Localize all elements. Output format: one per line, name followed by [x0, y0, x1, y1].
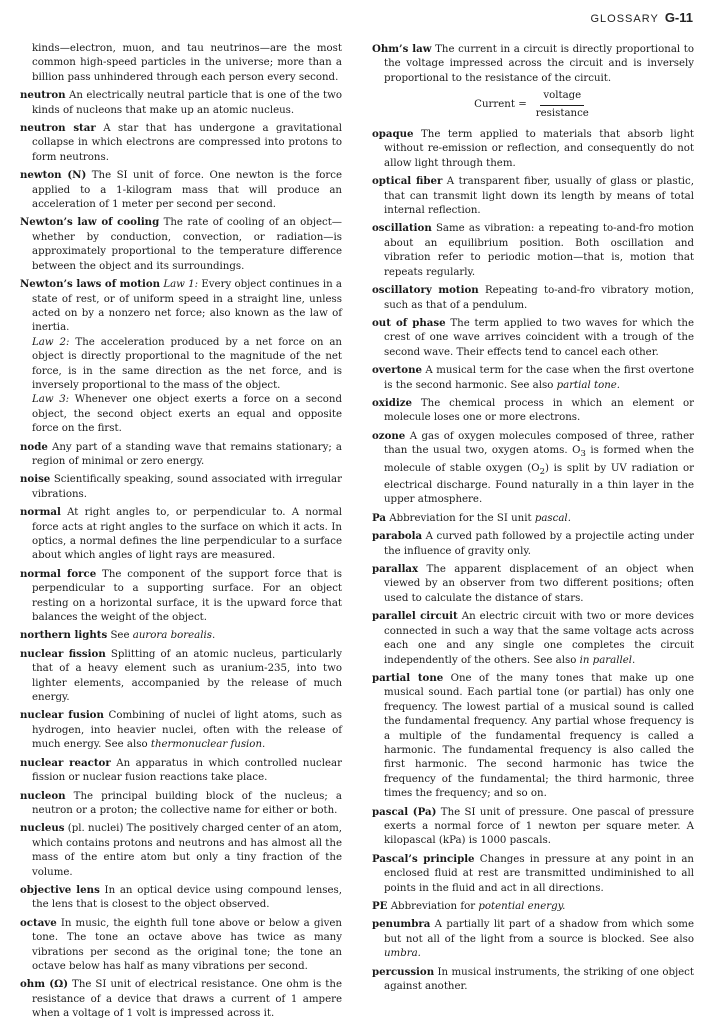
glossary-entry-parabola: [372, 529, 694, 559]
glossary-entry-node: [20, 440, 342, 470]
glossary-entry-neutron-star: [20, 121, 342, 165]
glossary-entry-opaque: [372, 127, 694, 171]
entry-term: Newton’s law of cooling: [20, 216, 160, 229]
entry-definition: In an optical device using compound lenses, the lens that is closest to the object observed.: [32, 884, 342, 911]
header-label: GLOSSARY: [590, 13, 659, 25]
glossary-entry-optical-fiber: [372, 174, 694, 218]
glossary-entry-pa: [372, 511, 694, 526]
entry-term: Newton’s laws of motion: [20, 278, 161, 291]
formula-lhs: Current =: [474, 98, 527, 110]
entry-term: nucleus: [20, 822, 65, 835]
entry-term: parabola: [372, 530, 423, 543]
cross-reference: potential energy.: [478, 901, 566, 912]
running-header: [590, 10, 693, 25]
entry-definition: At right angles to, or perpendicular to. A normal force acts at right angles to the surface on which it acts. In optics, a normal defines the line perpendicular to a surface about which angles of light rays are measured.: [32, 507, 342, 562]
glossary-entry-ohm: [20, 977, 342, 1021]
entry-definition: The SI unit of pressure. One pascal of pressure exerts a normal force of 1 newton per square meter. A kilopascal (kPa) is 1000 pascals.: [384, 806, 695, 847]
law-1-text: Every object continues in a state of rest, or of uniform speed in a straight line, unless acted on by a nonzero net force; also known as the law of inertia.: [32, 279, 342, 334]
entry-definition: An apparatus in which controlled nuclear fission or nuclear fusion reactions take place.: [32, 757, 342, 784]
entry-term: nuclear fission: [20, 647, 106, 660]
entry-term: noise: [20, 473, 51, 486]
entry-definition: A curved path followed by a projectile acting under the influence of gravity only.: [384, 531, 694, 557]
entry-term: newton (N): [20, 169, 87, 182]
ohms-law-formula: [372, 89, 694, 121]
entry-term: neutron: [20, 89, 66, 102]
entry-definition: See: [110, 630, 130, 642]
formula-denominator: resistance: [535, 107, 589, 119]
entry-definition: Changes in pressure at any point in an enclosed fluid at rest are transmitted undiminished to all points in the fluid and act in all directions.: [384, 853, 694, 894]
glossary-entry-normal-force: [20, 567, 342, 626]
glossary-entry-parallel-circuit: [372, 609, 694, 668]
entry-definition: The chemical process in which an element or molecule loses one or more electrons.: [384, 397, 694, 424]
entry-definition: The SI unit of electrical resistance. One ohm is the resistance of a device that draws a current of 1 ampere when a voltage of 1 volt is impressed across it.: [32, 979, 342, 1020]
entry-term: oscillation: [372, 222, 432, 235]
glossary-entry-nuclear-fusion: [20, 708, 342, 752]
entry-definition: Repeating to-and-fro vibratory motion, such as that of a pendulum.: [384, 285, 694, 311]
entry-term: pascal (Pa): [372, 805, 437, 818]
law-1-label: Law 1:: [163, 279, 199, 291]
entry-term: penumbra: [372, 918, 431, 931]
glossary-entry-pe: [372, 899, 694, 914]
entry-term: percussion: [372, 965, 435, 978]
law-2: [32, 336, 342, 394]
law-3-label: Law 3:: [32, 394, 70, 406]
right-column: [372, 42, 694, 997]
entry-definition: The component of the support force that is perpendicular to a supporting surface. For an object resting on a horizontal surface, it is the upward force that balances the weight of the object.: [32, 568, 342, 624]
cross-reference: umbra.: [384, 948, 421, 960]
cross-reference: partial tone.: [556, 379, 621, 391]
law-3-text: Whenever one object exerts a force on a second object, the second object exerts an equal and opposite force on the first.: [32, 394, 342, 435]
glossary-entry-oscillatory-motion: [372, 283, 694, 313]
left-column: [20, 42, 342, 1025]
entry-definition-part: A gas of oxygen molecules composed of three, rather than the usual two, oxygen atoms. O: [384, 430, 694, 457]
entry-definition: A partially lit part of a shadow from which some but not all of the light from a source is blocked. See also: [384, 919, 694, 945]
subscript: 3: [580, 449, 586, 460]
entry-definition: The rate of cooling of an object—whether by conduction, convection, or radiation—is approximately proportional to the temperature difference between the object and its surroundings.: [32, 217, 342, 272]
formula-numerator: voltage: [540, 89, 584, 105]
entry-term: parallax: [372, 563, 419, 576]
entry-term: parallel circuit: [372, 610, 458, 623]
entry-term: optical fiber: [372, 175, 443, 188]
entry-definition: The principal building block of the nucleus; a neutron or a proton; the collective name for either or both.: [32, 790, 342, 816]
entry-term: opaque: [372, 128, 414, 141]
entry-term: oxidize: [372, 396, 412, 409]
entry-definition: The SI unit of force. One newton is the force applied to a 1-kilogram mass that will produce an acceleration of 1 meter per second per second.: [32, 170, 342, 211]
glossary-entry-northern-lights: [20, 628, 342, 643]
entry-term: oscillatory motion: [372, 284, 479, 297]
law-2-text: The acceleration produced by a net force on an object is directly proportional to the magnitude of the net force, is in the same direction as the net force, and is inversely proportional to the mass of the object.: [32, 336, 342, 391]
cross-reference: aurora borealis.: [132, 630, 216, 642]
law-3: [32, 393, 342, 436]
glossary-entry-neutron: [20, 88, 342, 118]
glossary-entry-parallax: [372, 562, 694, 606]
entry-term: nucleon: [20, 789, 66, 802]
glossary-entry-octave: [20, 916, 342, 975]
entry-definition: An electrically neutral particle that is one of the two kinds of nucleons that make up an atomic nucleus.: [32, 90, 342, 116]
entry-definition: One of the many tones that make up one musical sound. Each partial tone (or partial) has only one frequency. The lowest partial of a musical sound is called the fundamental frequency. Any partial whose frequency is a multiple of the fundamental frequency is called a harmonic. The fundamental frequency is also called the first harmonic. The second harmonic has twice the frequency of the fundamental; the third harmonic, three times the frequency; and so on.: [384, 672, 694, 800]
cross-reference: in parallel.: [579, 654, 636, 666]
glossary-entry-noise: [20, 472, 342, 502]
entry-term: Pa: [372, 511, 386, 524]
entry-definition: Abbreviation for: [390, 901, 476, 912]
glossary-entry-ozone: [372, 429, 694, 508]
entry-definition: A transparent fiber, usually of glass or plastic, that can transmit light down its length by means of total internal reflection.: [384, 176, 694, 217]
glossary-entry-newtons-laws-of-motion: [20, 277, 342, 436]
entry-term: ozone: [372, 429, 406, 442]
entry-term: partial tone: [372, 671, 444, 684]
entry-term: northern lights: [20, 629, 108, 642]
entry-definition: In music, the eighth full tone above or below a given tone. The tone an octave above has twice as many vibrations per second as the original tone; the tone an octave below has half as many vibrations per second.: [32, 917, 342, 972]
glossary-entry-pascals-principle: [372, 852, 694, 896]
entry-term: nuclear reactor: [20, 756, 111, 769]
glossary-entry-oxidize: [372, 396, 694, 426]
entry-definition: Same as vibration: a repeating to-and-fro motion about an equilibrium position. Both oscillation and vibration refer to periodic motion—that is, motion that repeats regularly.: [384, 223, 694, 278]
entry-definition: A musical term for the case when the first overtone is the second harmonic. See also: [384, 365, 694, 391]
entry-definition: Abbreviation for the SI unit: [389, 512, 532, 524]
entry-term: neutron star: [20, 122, 96, 135]
law-2-label: Law 2:: [32, 336, 70, 348]
glossary-entry-nuclear-fission: [20, 647, 342, 706]
entry-definition: The term applied to materials that absorb light without re-emission or reflection, and consequently do not allow light through them.: [384, 129, 694, 169]
glossary-entry-continued: kinds—electron, muon, and tau neutrinos—are the most common high-speed particles in the universe; more than a billion pass unhindered through each person every second.: [32, 43, 342, 83]
glossary-entry-penumbra: [372, 917, 694, 961]
entry-term: nuclear fusion: [20, 709, 104, 722]
glossary-entry-newtons-law-of-cooling: [20, 215, 342, 274]
entry-definition: The current in a circuit is directly proportional to the voltage impressed across the circuit and is inversely proportional to the resistance of the circuit.: [384, 44, 694, 84]
entry-definition: Combining of nuclei of light atoms, such as hydrogen, into heavier nuclei, often with the release of much energy. See also: [32, 710, 342, 751]
glossary-entry-partial-tone: [372, 671, 694, 802]
entry-definition: The apparent displacement of an object when viewed by an observer from two different positions; often used to calculate the distance of stars.: [384, 564, 694, 604]
entry-definition: A star that has undergone a gravitational collapse in which electrons are compressed into protons to form neutrons.: [32, 123, 343, 163]
cross-reference: thermonuclear fusion.: [150, 739, 266, 751]
cross-reference: pascal.: [534, 512, 571, 524]
entry-definition: An electric circuit with two or more devices connected in such a way that the same voltage acts across each one and any single one completes the circuit independently of the others. See also: [384, 611, 694, 666]
page-number: G-11: [664, 10, 693, 25]
glossary-entry-normal: [20, 505, 342, 564]
entry-definition: In musical instruments, the striking of one object against another.: [384, 966, 694, 993]
entry-term: Ohm’s law: [372, 43, 432, 55]
glossary-entry-ohms-law: [372, 42, 694, 86]
entry-definition: (pl. nuclei) The positively charged center of an atom, which contains protons and neutrons and has almost all the mass of the entire atom but only a tiny fraction of the volume.: [32, 823, 342, 878]
entry-definition-part: ) is split by UV radiation or electrical discharge. Found naturally in a thin layer in the upper atmosphere.: [384, 462, 694, 506]
entry-definition: Splitting of an atomic nucleus, particularly that of a heavy element such as uranium-235, into two lighter elements, accompanied by the release of much energy.: [32, 648, 342, 704]
glossary-entry-overtone: [372, 363, 694, 393]
entry-term: out of phase: [372, 316, 446, 329]
entry-definition-part: is formed when the molecule of stable oxygen (O: [384, 445, 694, 474]
glossary-entry-out-of-phase: [372, 316, 694, 360]
entry-term: octave: [20, 916, 57, 929]
glossary-entry-newton: [20, 168, 342, 212]
glossary-entry-nuclear-reactor: [20, 756, 342, 786]
glossary-entry-pascal: [372, 805, 694, 849]
entry-term: normal: [20, 506, 61, 519]
glossary-entry-nucleon: [20, 789, 342, 819]
entry-definition: The term applied to two waves for which the crest of one wave arrives coincident with a trough of the second wave. Their effects tend to cancel each other.: [384, 317, 694, 358]
glossary-entry-percussion: [372, 965, 694, 995]
subscript: 2: [539, 466, 545, 477]
entry-term: node: [20, 440, 48, 453]
glossary-entry-oscillation: [372, 221, 694, 280]
entry-term: normal force: [20, 567, 97, 580]
entry-term: overtone: [372, 364, 422, 377]
glossary-entry-objective-lens: [20, 883, 342, 913]
entry-definition: Scientifically speaking, sound associated with irregular vibrations.: [32, 474, 342, 500]
glossary-entry-nucleus: [20, 821, 342, 880]
entry-term: PE: [372, 900, 388, 912]
entry-term: Pascal’s principle: [372, 852, 475, 865]
entry-term: objective lens: [20, 883, 100, 896]
entry-term: ohm (Ω): [20, 978, 69, 991]
formula-fraction: [533, 89, 592, 121]
entry-definition: Any part of a standing wave that remains stationary; a region of minimal or zero energy.: [32, 441, 342, 467]
